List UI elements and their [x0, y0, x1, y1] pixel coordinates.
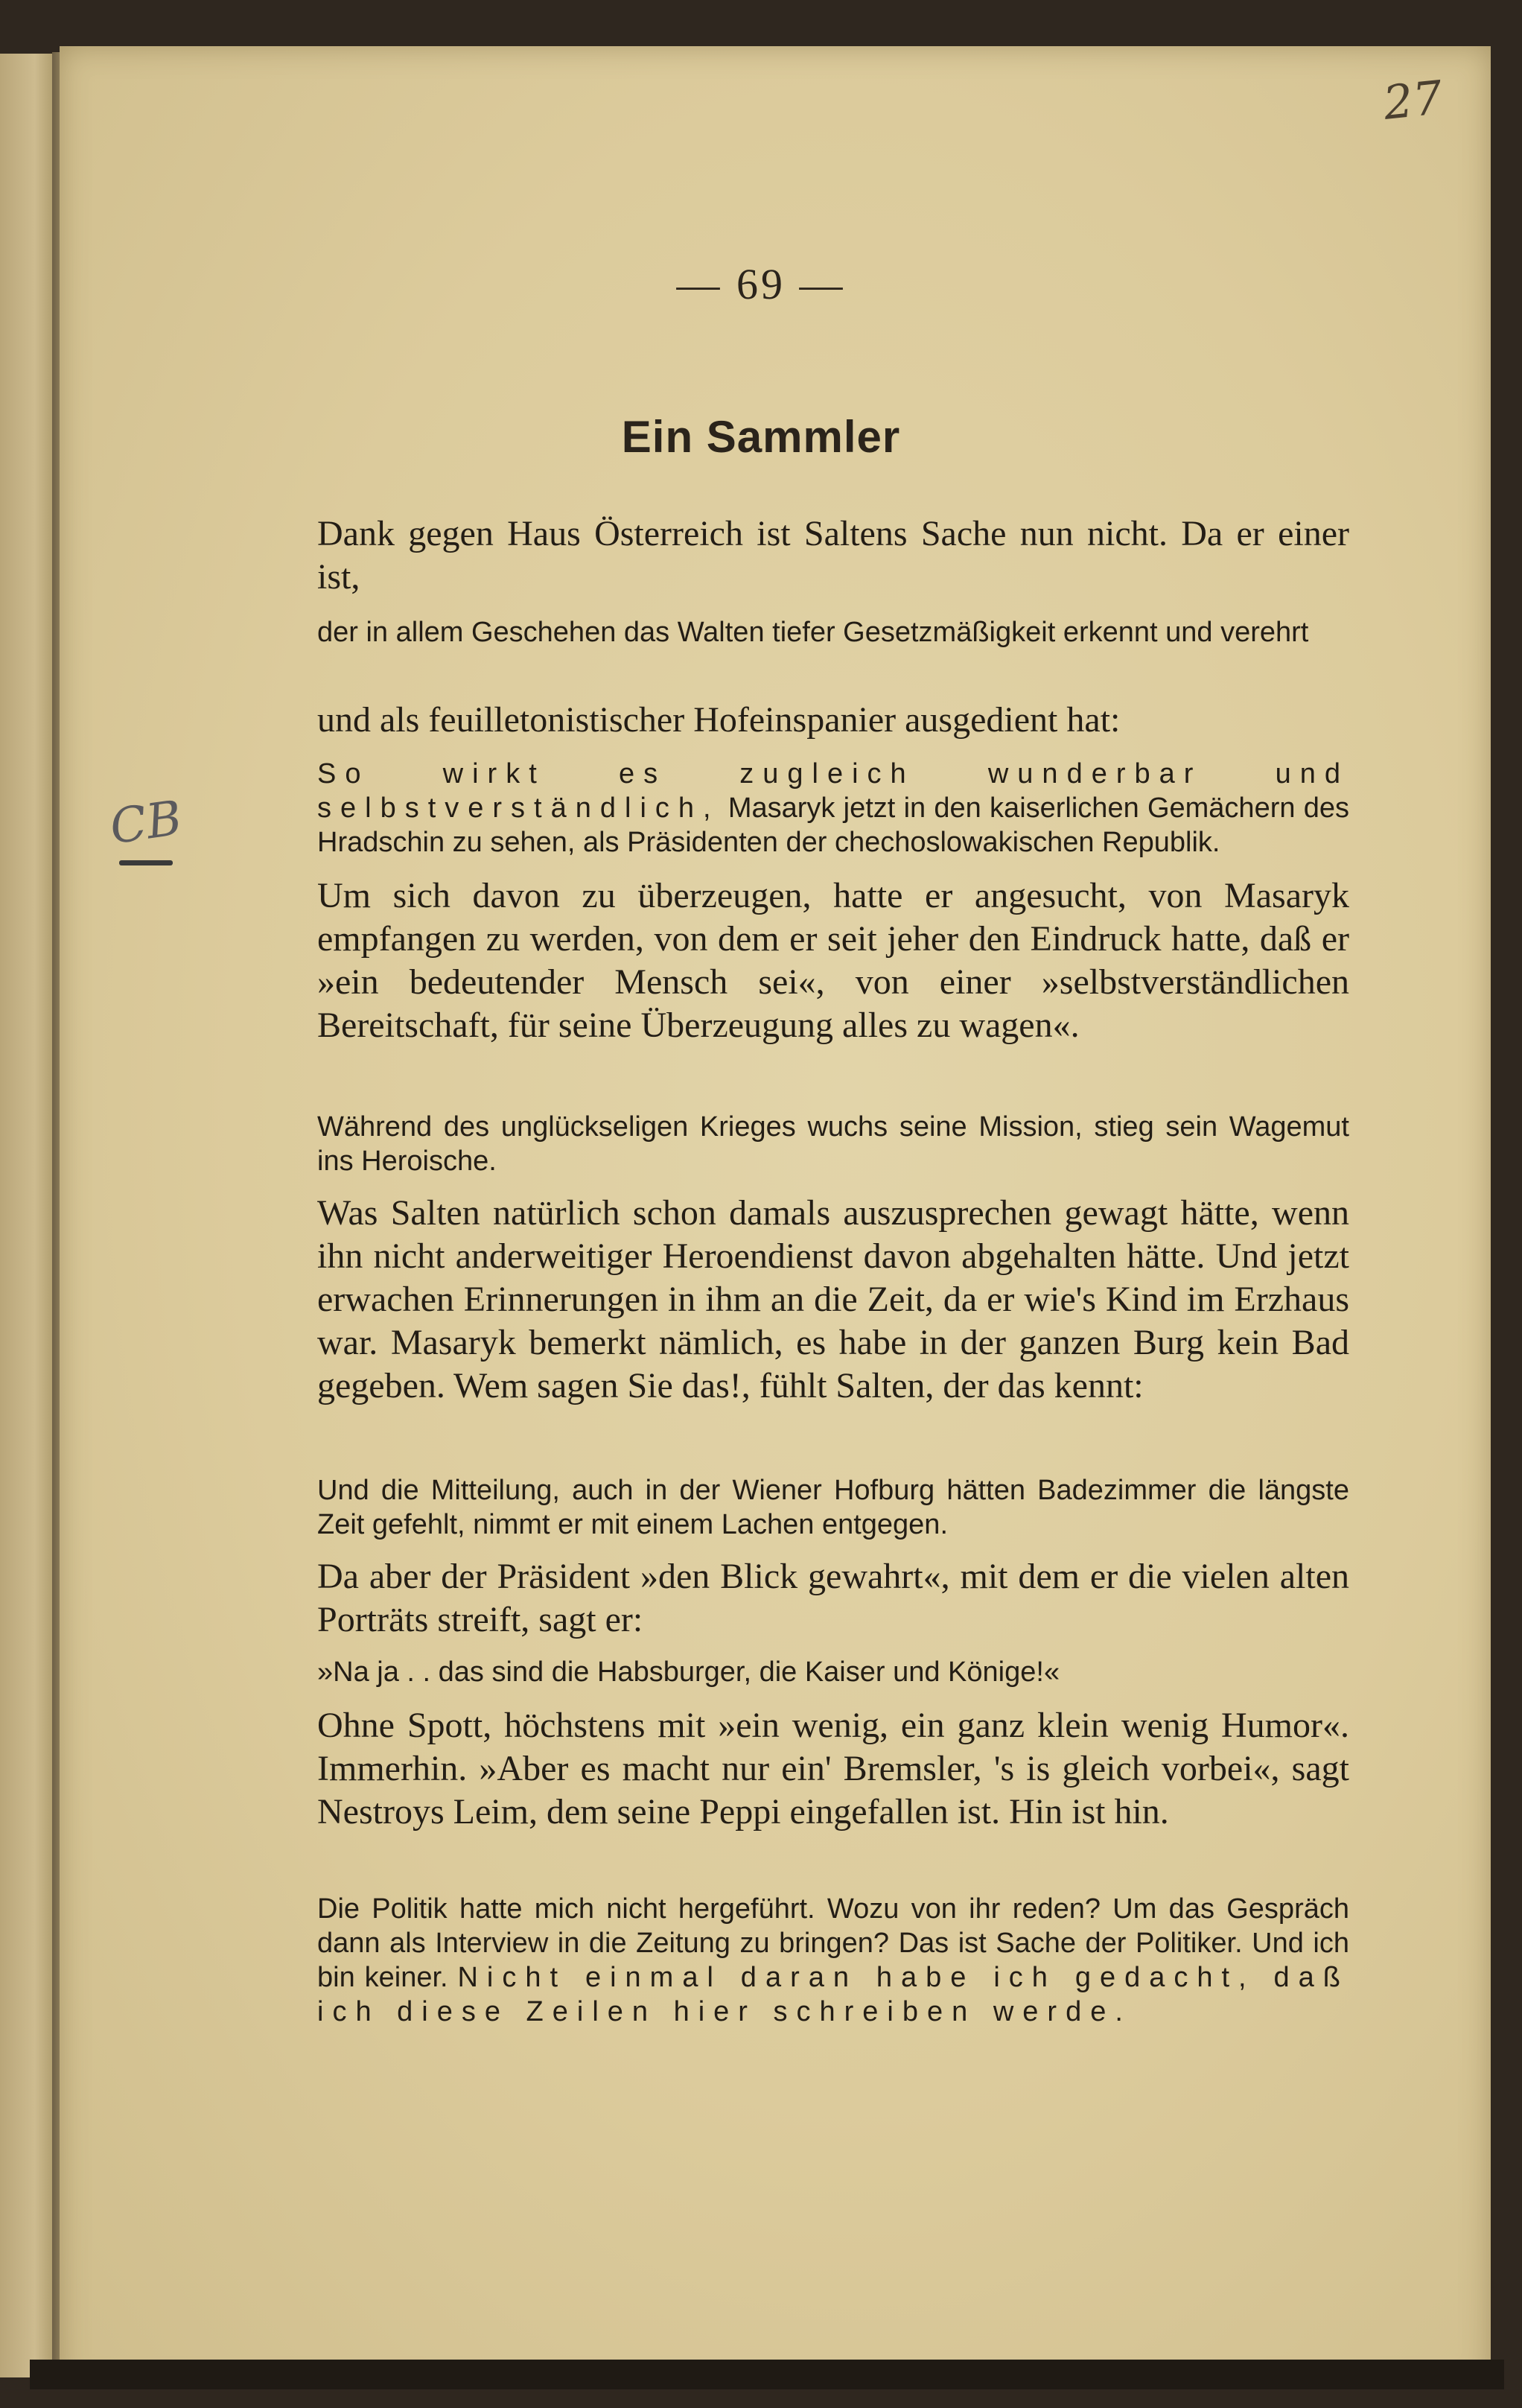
margin-underline: [119, 860, 173, 865]
paragraph-9: Da aber der Präsident »den Blick gewahrt«, mit dem er die vielen alten Porträts streift, sagt er:: [317, 1557, 1349, 1639]
bottom-edge: [30, 2360, 1504, 2389]
paragraph-7: Was Salten natürlich schon damals auszusprechen gewagt hätte, wenn ihn nicht anderweitiger Heroendienst davon abgehalten hätte. Und jetzt erwachen Erinnerungen in ihm an die Zeit, da er wie's Kind im Erzhaus war. Masaryk bemerkt nämlich, es habe in der ganzen Burg kein Bad gegeben. Wem sagen Sie das!, fühlt Salten, der das kennt:: [317, 1193, 1349, 1405]
page-title: Ein Sammler: [621, 412, 901, 462]
paragraph-1: Dank gegen Haus Österreich ist Saltens Sache nun nicht. Da er einer ist,: [317, 514, 1349, 597]
paragraph-2: der in allem Geschehen das Walten tiefer Gesetzmäßigkeit erkennt und verehrt: [317, 617, 1309, 648]
paragraph-5: Um sich davon zu überzeugen, hatte er angesucht, von Masaryk empfangen zu werden, von dem er seit jeher den Eindruck hatte, daß er »ein bedeutender Mensch sei«, von einer »selbstverständlichen Bereitschaft, für seine Überzeugung alles zu wagen«.: [317, 876, 1349, 1045]
paragraph-6: Während des unglückseligen Krieges wuchs seine Mission, stieg sein Wagemut ins Heroische.: [317, 1111, 1349, 1177]
paragraph-4: [317, 757, 1349, 860]
handwritten-folio-number: 27: [1381, 70, 1445, 130]
paragraph-10: »Na ja . . das sind die Habsburger, die Kaiser und Könige!«: [317, 1656, 1060, 1688]
paragraph-12-start: Die Politik hatte mich nicht hergeführt. Wozu von ihr reden? Um das Gespräch dann als Interview in die Zeitung zu bringen? Das ist Sache der Politiker. Und ich bin keiner.: [317, 1893, 1349, 1993]
paragraph-12-emphasis: Nicht einmal daran habe ich gedacht, daß ich diese Zeilen hier schreiben werde.: [317, 1962, 1349, 2027]
margin-annotation: CB: [106, 790, 185, 856]
paragraph-12: [317, 1892, 1349, 2029]
paragraph-4-emphasis: So wirkt es zugleich wunderbar und selbstverständlich,: [317, 758, 1349, 824]
paragraph-4-rest: Masaryk jetzt in den kaiserlichen Gemächern des Hradschin zu sehen, als Präsidenten der chechoslowakischen Republik.: [317, 792, 1349, 858]
paragraph-3: und als feuilletonistischer Hofeinspanier ausgedient hat:: [317, 700, 1121, 740]
facing-page-edge: [0, 54, 58, 2377]
page-number: — 69 —: [676, 260, 846, 308]
paragraph-8: Und die Mitteilung, auch in der Wiener Hofburg hätten Badezimmer die längste Zeit gefehlt, nimmt er mit einem Lachen entgegen.: [317, 1475, 1349, 1540]
paragraph-11: Ohne Spott, höchstens mit »ein wenig, ein ganz klein wenig Humor«. Immerhin. »Aber es macht nur ein' Bremsler, 's is gleich vorbei«, sagt Nestroys Leim, dem seine Peppi eingefallen ist. Hin ist hin.: [317, 1706, 1349, 1832]
